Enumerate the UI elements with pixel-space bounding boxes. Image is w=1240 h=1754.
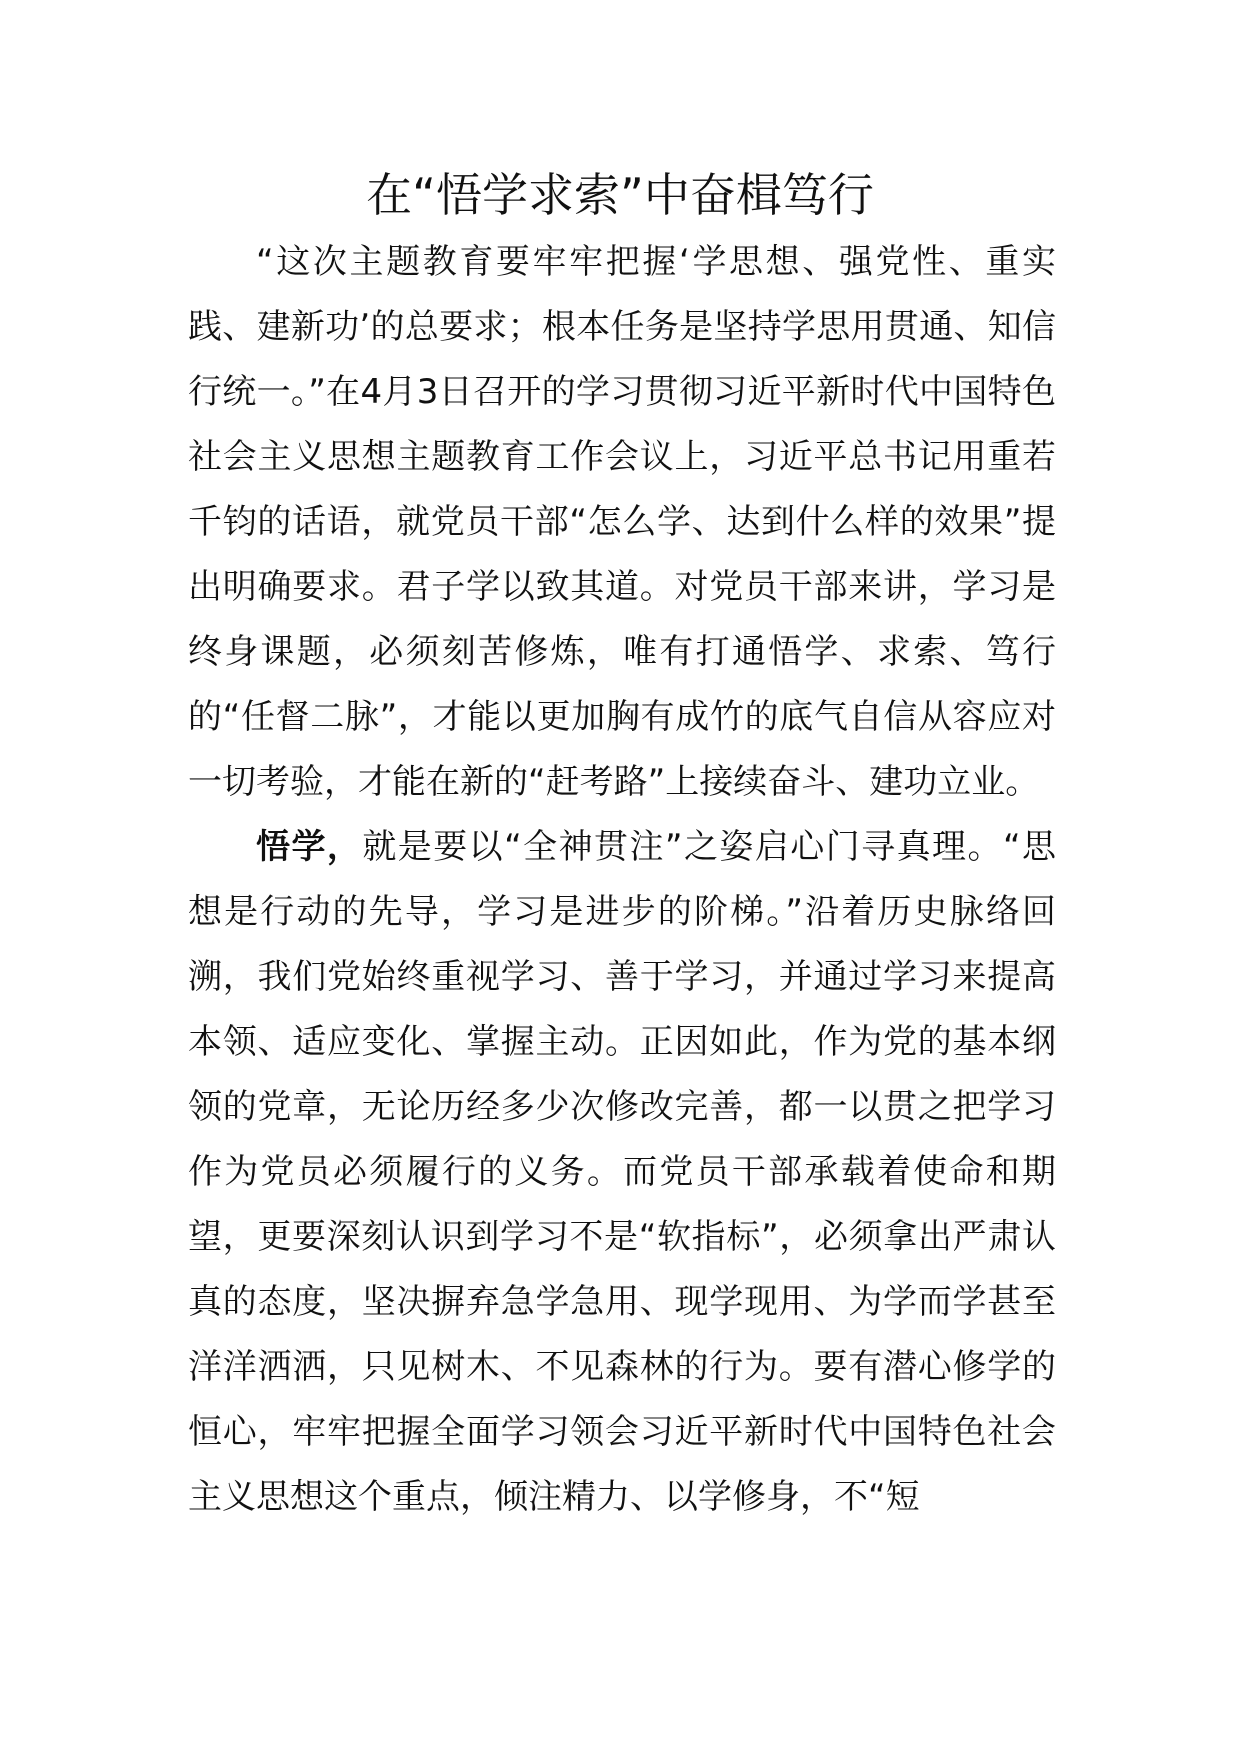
paragraph-text: 就是要以“全神贯注”之姿启心门寻真理。“思想是行动的先导，学习是进步的阶梯。”沿着历史脉络回溯，我们党始终重视学习、善于学习，并通过学习来提高本领、适应变化、掌握主动。正因如此，作为党的基本纲领的党章，无论历经多少次修改完善，都一以贯之把学习作为党员必须履行的义务。而党员干部承载着使命和期望，更要深刻认识到学习不是“软指标”，必须拿出严肃认真的态度，坚决摒弃急学急用、现学现用、为学而学甚至洋洋洒洒，只见树木、不见森林的行为。要有潜心修学的恒心，牢牢把握全面学习领会习近平新时代中国特色社会主义思想这个重点，倾注精力、以学修身，不“短 <box>188 827 1057 1517</box>
paragraph-text: “这次主题教育要牢牢把握‘学思想、强党性、重实践、建新功’的总要求；根本任务是坚持学思用贯通、知信行统一。”在4月3日召开的学习贯彻习近平新时代中国特色社会主义思想主题教育工作会议上，习近平总书记用重若千钧的话语，就党员干部“怎么学、达到什么样的效果”提出明确要求。君子学以致其道。对党员干部来讲，学习是终身课题，必须刻苦修炼，唯有打通悟学、求索、笃行的“任督二脉”，才能以更加胸有成竹的底气自信从容应对一切考验，才能在新的“赶考路”上接续奋斗、建功立业。 <box>188 242 1056 802</box>
document-title: 在“悟学求索”中奋楫笃行 <box>366 168 874 222</box>
paragraph-lead: 悟学， <box>256 827 363 867</box>
document-body <box>188 230 1056 1530</box>
paragraph-wuxue <box>188 815 1056 1530</box>
paragraph-intro <box>188 230 1056 815</box>
